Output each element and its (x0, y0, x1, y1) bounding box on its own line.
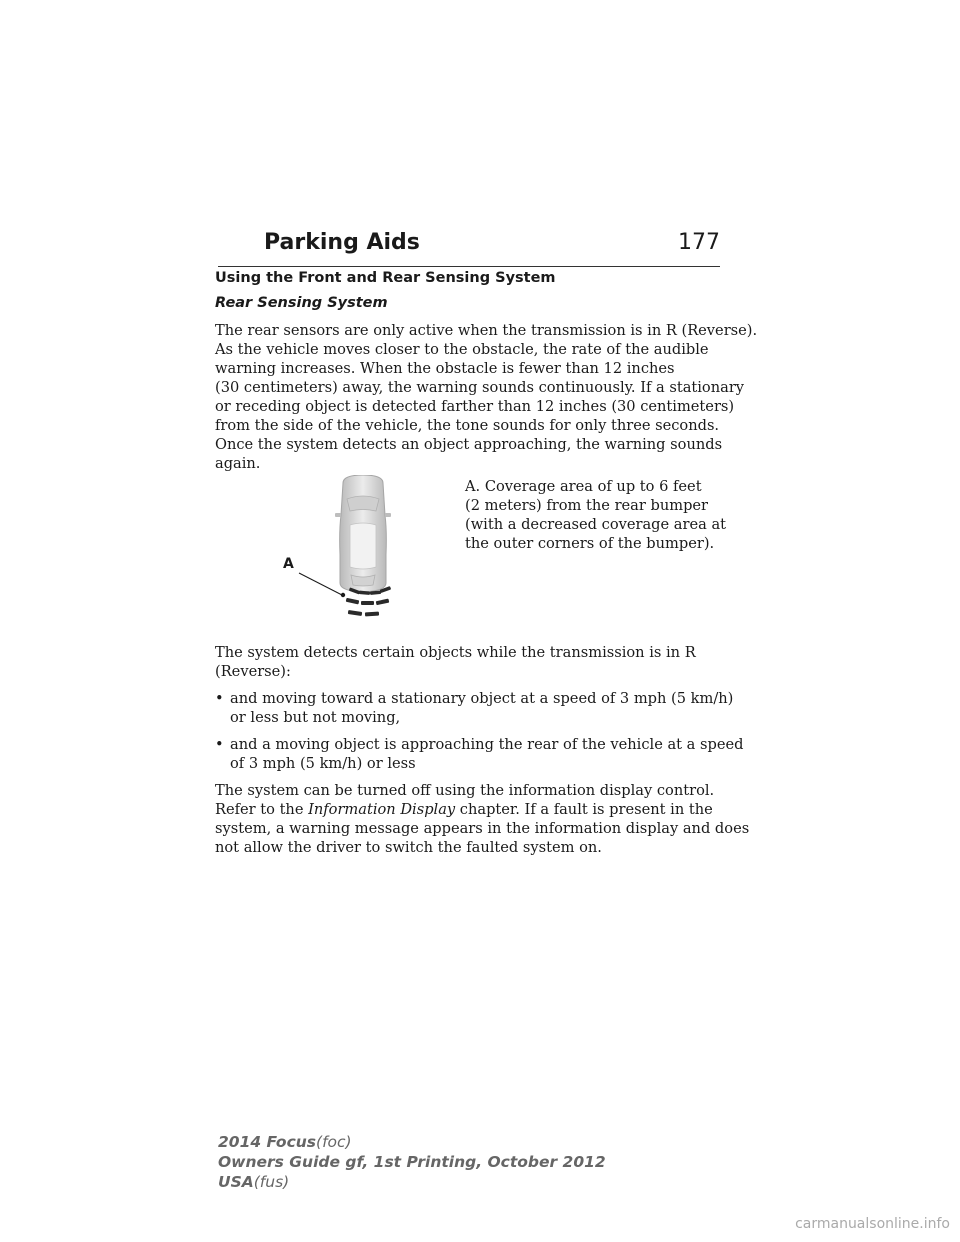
text-line: (Reverse): (215, 663, 291, 680)
figure-caption (465, 477, 735, 553)
paragraph-detects-objects (215, 643, 725, 681)
bullet-symbol: • (215, 736, 224, 753)
footer-line (218, 1172, 606, 1192)
text-line: from the side of the vehicle, the tone sounds for only three seconds. (215, 417, 720, 434)
caption-line: (2 meters) from the rear bumper (465, 497, 709, 514)
text-line: As the vehicle moves closer to the obstacle, the rate of the audible (215, 341, 709, 358)
text-line: and a moving object is approaching the rear of the vehicle at a speed (230, 736, 744, 753)
text-line: The system detects certain objects while the transmission is in R (215, 644, 696, 661)
section-title: Using the Front and Rear Sensing System (215, 270, 556, 286)
rear-sensor-coverage-diagram (255, 475, 455, 635)
list-item (215, 689, 734, 727)
figure-label: A (283, 556, 294, 572)
footer-market-code: (fus) (253, 1173, 290, 1191)
text-line: system, a warning message appears in the information display and does (215, 820, 750, 837)
text-line: The rear sensors are only active when the transmission is in R (Reverse). (215, 322, 758, 339)
condition-list (215, 689, 744, 773)
paragraph-turn-off (215, 781, 750, 857)
car-icon (335, 475, 391, 592)
footer-printing: Owners Guide gf, 1st Printing, October 2012 (218, 1153, 606, 1171)
text-line: or receding object is detected farther than 12 inches (30 centimeters) (215, 398, 735, 415)
text-line: (30 centimeters) away, the warning sounds continuously. If a stationary (215, 379, 745, 396)
chapter-title: Parking Aids (264, 230, 420, 255)
caption-line: the outer corners of the bumper). (465, 535, 715, 552)
list-item (215, 735, 744, 773)
text-line: Once the system detects an object approaching, the warning sounds (215, 436, 723, 453)
bullet-symbol: • (215, 690, 224, 707)
text-line: again. (215, 455, 261, 472)
text-line: or less but not moving, (230, 709, 401, 726)
footer-line (218, 1152, 606, 1172)
text-line: not allow the driver to switch the faulted system on. (215, 839, 602, 856)
subsection-title: Rear Sensing System (215, 295, 388, 311)
footer-model: 2014 Focus (218, 1133, 317, 1151)
footer-market: USA (218, 1173, 254, 1191)
text-line: and moving toward a stationary object at a speed of 3 mph (5 km/h) (230, 690, 734, 707)
watermark: carmanualsonline.info (795, 1216, 950, 1232)
caption-line: (with a decreased coverage area at (465, 516, 727, 533)
text-line: of 3 mph (5 km/h) or less (230, 755, 416, 772)
footer-line (218, 1132, 606, 1152)
callout-leader-line (299, 573, 342, 595)
page-number: 177 (678, 230, 720, 255)
page-header (218, 226, 720, 267)
figure-row (215, 475, 725, 643)
page-footer (218, 1132, 606, 1192)
callout-dot (341, 593, 345, 597)
text-segment: chapter. If a fault is present in the (455, 801, 713, 818)
chapter-reference: Information Display (308, 801, 456, 818)
text-line: warning increases. When the obstacle is fewer than 12 inches (215, 360, 675, 377)
footer-code: (foc) (316, 1133, 352, 1151)
page-content (215, 270, 758, 857)
text-line: The system can be turned off using the information display control. (215, 782, 715, 799)
paragraph-rear-sensors (215, 321, 758, 473)
text-segment: Refer to the (215, 801, 309, 818)
caption-line: A. Coverage area of up to 6 feet (465, 478, 702, 495)
text-line (215, 800, 725, 819)
